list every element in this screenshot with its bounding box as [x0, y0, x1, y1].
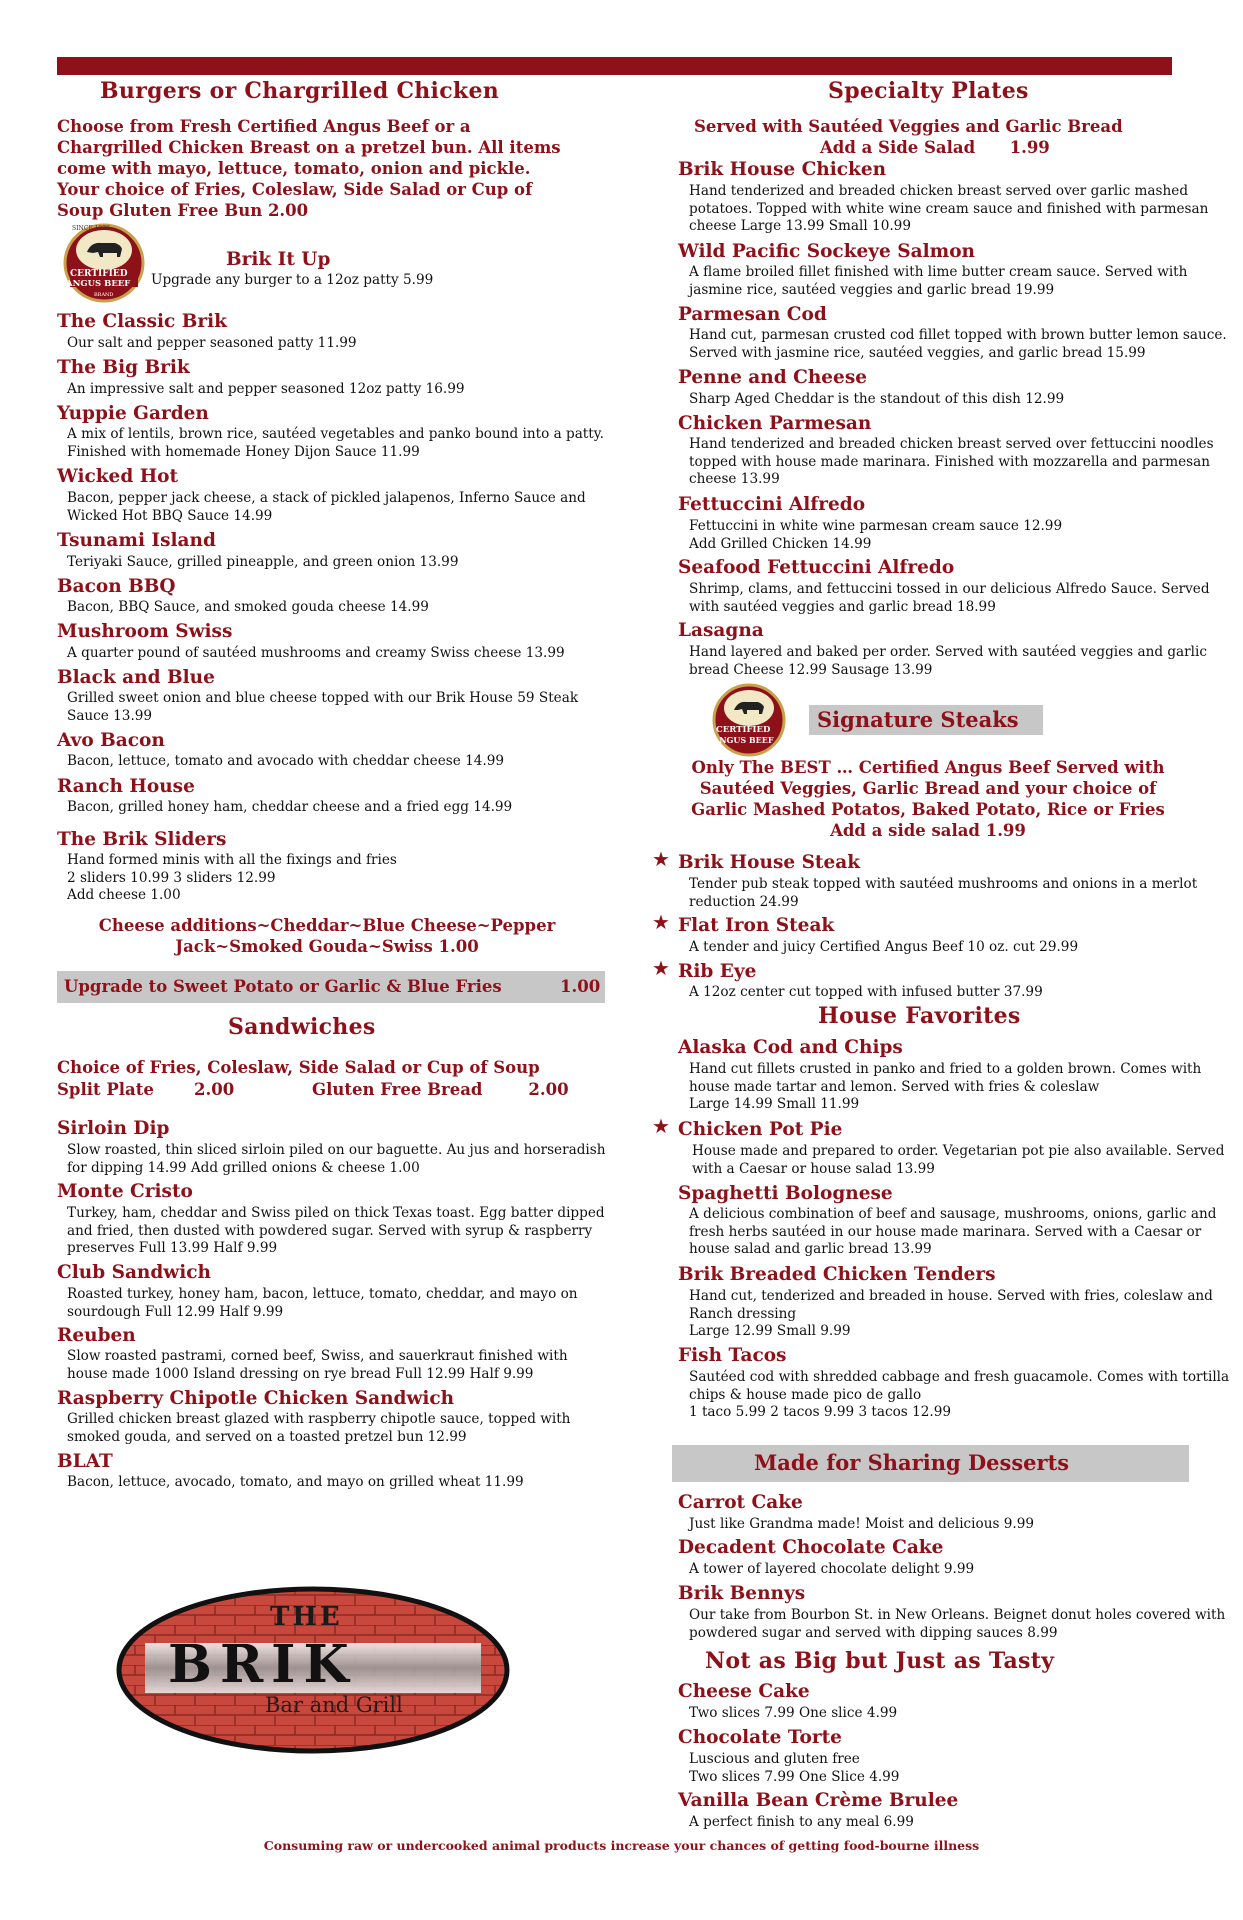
menu-item-desc: A perfect finish to any meal 6.99	[689, 1814, 914, 1830]
menu-item-name: Monte Cristo	[57, 1181, 193, 1202]
menu-item-desc: Two slices 7.99 One slice 4.99	[689, 1705, 898, 1721]
section-title-steaks: Signature Steaks	[817, 707, 1019, 732]
sandwiches-intro-1: Choice of Fries, Coleslaw, Side Salad or Cup of Soup	[57, 1058, 540, 1077]
menu-item-name: Sirloin Dip	[57, 1118, 170, 1139]
menu-item-desc: Hand layered and baked per order. Served with sautéed veggies and garlic bread Cheese 12.99 Sausage 13.99	[689, 644, 1207, 678]
menu-item-desc: Hand cut, tenderized and breaded in house. Served with fries, coleslaw and Ranch dressing Large 12.99 Small 9.99	[689, 1288, 1213, 1340]
menu-item-name: Reuben	[57, 1325, 136, 1346]
signature-steaks-band	[809, 705, 1043, 735]
certified-angus-badge-icon	[712, 682, 786, 758]
section-title-favorites: House Favorites	[818, 1003, 1021, 1029]
burgers-intro: Choose from Fresh Certified Angus Beef or a Chargrilled Chicken Breast on a pretzel bun. All items come with mayo, lettuce, tomato, onion and pickle. Your choice of Fries, Coleslaw, Side Salad or Cup of Soup Gluten Free Bun 2.00	[57, 117, 561, 220]
logo-the: THE	[270, 1602, 343, 1632]
food-safety-disclaimer: Consuming raw or undercooked animal products increase your chances of getting food-bourne illness	[263, 1838, 980, 1853]
menu-item-name: Ranch House	[57, 776, 195, 797]
steaks-intro: Only The BEST … Certified Angus Beef Served with Sautéed Veggies, Garlic Bread and your choice of Garlic Mashed Potatos, Baked Potato, Rice or Fries Add a side salad 1.99	[691, 758, 1165, 840]
menu-item-desc: Bacon, pepper jack cheese, a stack of pickled jalapenos, Inferno Sauce and Wicked Hot BBQ Sauce 14.99	[67, 490, 586, 524]
menu-item-name: Chicken Parmesan	[678, 413, 872, 434]
badge-certified: CERTIFIED	[70, 269, 128, 279]
specialty-intro-2: Add a Side Salad 1.99	[820, 138, 1050, 157]
upgrade-fries-band	[57, 971, 605, 1003]
menu-item-desc: Grilled sweet onion and blue cheese topped with our Brik House 59 Steak Sauce 13.99	[67, 690, 579, 724]
menu-item-name: Yuppie Garden	[57, 403, 209, 424]
logo-brik: BRIK	[168, 1634, 357, 1695]
menu-item-name: Brik Bennys	[678, 1583, 806, 1604]
menu-item-desc: Turkey, ham, cheddar and Swiss piled on thick Texas toast. Egg batter dipped and fried, then dusted with powdered sugar. Served with syrup & raspberry preserves Full 13.99 Half 9.99	[67, 1205, 605, 1257]
upgrade-fries-price: 1.00	[560, 977, 601, 996]
menu-item-desc: A mix of lentils, brown rice, sautéed vegetables and panko bound into a patty. Finished with homemade Honey Dijon Sauce 11.99	[67, 426, 604, 460]
menu-item-name: Tsunami Island	[57, 530, 216, 551]
menu-item-name: Raspberry Chipotle Chicken Sandwich	[57, 1388, 455, 1409]
menu-item-desc: Slow roasted, thin sliced sirloin piled on our baguette. Au jus and horseradish for dipping 14.99 Add grilled onions & cheese 1.00	[67, 1142, 606, 1176]
section-title-burgers: Burgers or Chargrilled Chicken	[100, 78, 500, 104]
menu-item-desc: Fettuccini in white wine parmesan cream sauce 12.99 Add Grilled Chicken 14.99	[689, 518, 1063, 552]
menu-item-desc: Slow roasted pastrami, corned beef, Swiss, and sauerkraut finished with house made 1000 Island dressing on rye bread Full 12.99 Half 9.99	[67, 1348, 568, 1382]
menu-item-desc: Shrimp, clams, and fettuccini tossed in our delicious Alfredo Sauce. Served with sautéed veggies and garlic bread 18.99	[689, 581, 1210, 615]
menu-item-name: Spaghetti Bolognese	[678, 1183, 893, 1204]
menu-item-desc: Bacon, BBQ Sauce, and smoked gouda cheese 14.99	[67, 599, 429, 615]
menu-item-desc: An impressive salt and pepper seasoned 12oz patty 16.99	[67, 381, 465, 397]
menu-item-desc: Luscious and gluten free Two slices 7.99 One Slice 4.99	[689, 1751, 900, 1785]
menu-item-desc: A delicious combination of beef and sausage, mushrooms, onions, garlic and fresh herbs sautéed in our house made marinara. Served with a Caesar or house salad and garlic bread 13.99	[689, 1206, 1217, 1258]
menu-item-name: Fettuccini Alfredo	[678, 494, 866, 515]
menu-item-desc: A quarter pound of sautéed mushrooms and creamy Swiss cheese 13.99	[67, 645, 565, 661]
specialty-intro-1: Served with Sautéed Veggies and Garlic Bread	[694, 117, 1123, 136]
menu-item-name: Parmesan Cod	[678, 304, 827, 325]
menu-item-desc: Teriyaki Sauce, grilled pineapple, and green onion 13.99	[67, 554, 459, 570]
section-title-sandwiches: Sandwiches	[228, 1014, 376, 1040]
menu-item-name: Flat Iron Steak	[678, 915, 835, 936]
menu-item-name: Decadent Chocolate Cake	[678, 1537, 944, 1558]
menu-item-desc: A tower of layered chocolate delight 9.99	[689, 1561, 975, 1577]
menu-item-name: Chocolate Torte	[678, 1727, 842, 1748]
sandwiches-intro-split: Split Plate 2.00	[57, 1080, 235, 1099]
menu-item-name: Bacon BBQ	[57, 576, 176, 597]
logo-subtitle: Bar and Grill	[265, 1693, 403, 1717]
upgrade-fries-label: Upgrade to Sweet Potato or Garlic & Blue Fries	[64, 977, 502, 996]
menu-item-desc: House made and prepared to order. Vegetarian pot pie also available. Served with a Caesar or house salad 13.99	[692, 1143, 1225, 1177]
sandwiches-intro-gf: Gluten Free Bread 2.00	[312, 1080, 569, 1099]
menu-item-name: The Brik Sliders	[57, 829, 227, 850]
menu-item-name: Cheese Cake	[678, 1681, 810, 1702]
menu-item-desc: A flame broiled fillet finished with lime butter cream sauce. Served with jasmine rice, sautéed veggies and garlic bread 19.99	[689, 264, 1188, 298]
menu-item-desc: Bacon, lettuce, avocado, tomato, and mayo on grilled wheat 11.99	[67, 1474, 524, 1490]
menu-item-name: BLAT	[57, 1451, 113, 1472]
menu-item-name: Black and Blue	[57, 667, 215, 688]
menu-item-desc: Bacon, lettuce, tomato and avocado with cheddar cheese 14.99	[67, 753, 505, 769]
menu-item-desc: A tender and juicy Certified Angus Beef 10 oz. cut 29.99	[689, 939, 1079, 955]
menu-item-name: Brik House Steak	[678, 852, 861, 873]
menu-item-name: The Classic Brik	[57, 311, 227, 332]
section-title-desserts: Made for Sharing Desserts	[754, 1450, 1070, 1475]
menu-item-desc: Sharp Aged Cheddar is the standout of this dish 12.99	[689, 391, 1065, 407]
badge-angus-beef: ANGUS BEEF	[713, 735, 774, 745]
menu-item-desc: Our salt and pepper seasoned patty 11.99	[67, 335, 357, 351]
menu-item-name: Carrot Cake	[678, 1492, 803, 1513]
badge-since: SINCE 1978	[72, 225, 110, 232]
star-icon: ★	[652, 956, 670, 980]
section-title-small-desserts: Not as Big but Just as Tasty	[705, 1648, 1055, 1674]
menu-item-name: Chicken Pot Pie	[678, 1119, 843, 1140]
menu-item-desc: Hand tenderized and breaded chicken breast served over garlic mashed potatoes. Topped with white wine cream sauce and finished with parmesan cheese Large 13.99 Small 10.99	[689, 183, 1209, 235]
menu-item-desc: Just like Grandma made! Moist and delicious 9.99	[689, 1516, 1035, 1532]
menu-item-name: Alaska Cod and Chips	[678, 1037, 903, 1058]
star-icon: ★	[652, 847, 670, 871]
menu-item-desc: Tender pub steak topped with sautéed mushrooms and onions in a merlot reduction 24.99	[689, 876, 1198, 910]
menu-item-name: Vanilla Bean Crème Brulee	[678, 1790, 959, 1811]
menu-item-desc: A 12oz center cut topped with infused butter 37.99	[689, 984, 1043, 1000]
menu-item-name: Penne and Cheese	[678, 367, 868, 388]
menu-item-name: Mushroom Swiss	[57, 621, 233, 642]
menu-item-desc: Sautéed cod with shredded cabbage and fresh guacamole. Comes with tortilla chips & house made pico de gallo 1 taco 5.99 2 tacos 9.99 3 tacos 12.99	[689, 1369, 1230, 1421]
menu-item-name: Club Sandwich	[57, 1262, 211, 1283]
menu-item-name: The Big Brik	[57, 357, 190, 378]
section-title-specialty: Specialty Plates	[828, 78, 1029, 104]
top-rule	[57, 57, 1172, 75]
menu-item-name: Seafood Fettuccini Alfredo	[678, 557, 955, 578]
menu-item-desc: Hand tenderized and breaded chicken breast served over fettuccini noodles topped with house made marinara. Finished with mozzarella and parmesan cheese 13.99	[689, 436, 1214, 488]
menu-item-desc: Hand cut, parmesan crusted cod fillet topped with brown butter lemon sauce. Served with jasmine rice, sautéed veggies, and garlic bread 15.99	[689, 327, 1227, 361]
menu-item-desc: Bacon, grilled honey ham, cheddar cheese and a fried egg 14.99	[67, 799, 513, 815]
star-icon: ★	[652, 1114, 670, 1138]
brik-it-up-desc: Upgrade any burger to a 12oz patty 5.99	[151, 272, 434, 288]
menu-item-desc: Hand cut fillets crusted in panko and fried to a golden brown. Comes with house made tartar and lemon. Served with fries & coleslaw Large 14.99 Small 11.99	[689, 1061, 1202, 1113]
badge-angus-beef: ANGUS BEEF	[66, 279, 131, 289]
menu-item-desc: Roasted turkey, honey ham, bacon, lettuce, tomato, cheddar, and mayo on sourdough Full 12.99 Half 9.99	[67, 1286, 578, 1320]
menu-item-name: Wicked Hot	[57, 466, 179, 487]
menu-item-name: Brik House Chicken	[678, 159, 887, 180]
menu-item-desc: Hand formed minis with all the fixings and fries 2 sliders 10.99 3 sliders 12.99 Add cheese 1.00	[67, 852, 397, 904]
menu-item-name: Brik Breaded Chicken Tenders	[678, 1264, 996, 1285]
menu-item-name: Fish Tacos	[678, 1345, 787, 1366]
menu-item-name: Rib Eye	[678, 961, 757, 982]
badge-brand: BRAND	[94, 292, 114, 298]
menu-item-desc: Grilled chicken breast glazed with raspberry chipotle sauce, topped with smoked gouda, and served on a toasted pretzel bun 12.99	[67, 1411, 571, 1445]
star-icon: ★	[652, 910, 670, 934]
menu-item-name: Wild Pacific Sockeye Salmon	[678, 241, 975, 262]
menu-item-name: Lasagna	[678, 620, 764, 641]
desserts-band	[672, 1445, 1189, 1482]
brik-it-up-title: Brik It Up	[226, 249, 331, 270]
badge-certified: CERTIFIED	[716, 725, 771, 735]
cheese-additions-note: Cheese additions~Cheddar~Blue Cheese~Pepper Jack~Smoked Gouda~Swiss 1.00	[98, 916, 556, 956]
menu-item-name: Avo Bacon	[57, 730, 165, 751]
menu-item-desc: Our take from Bourbon St. in New Orleans. Beignet donut holes covered with powdered sugar and served with dipping sauces 8.99	[689, 1607, 1226, 1641]
